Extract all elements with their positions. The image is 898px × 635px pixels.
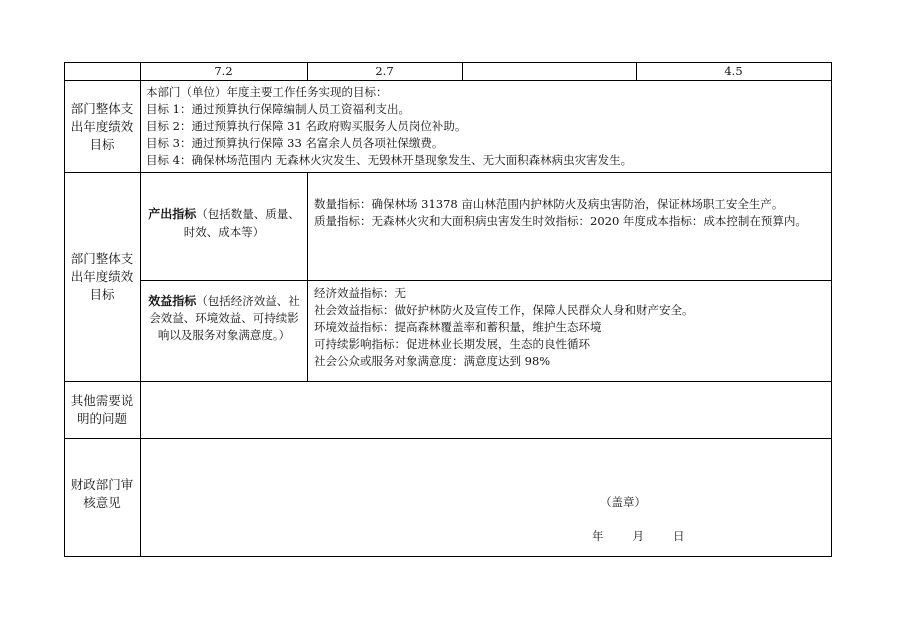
section1-line: 目标 3：通过预算执行保障 33 名富余人员各项社保缴费。 [146, 136, 444, 150]
benefit-line: 社会效益指标：做好护林防火及宣传工作，保障人民群众人身和财产安全。 [314, 303, 694, 317]
section1-line: 目标 4：确保林场范围内 无森林火灾发生、无毁林开垦现象发生、无大面积森林病虫灾害发生。 [146, 153, 633, 167]
hline [64, 172, 832, 173]
benefit-indicator-content [314, 285, 826, 370]
output-indicator-desc: （包括数量、质量、时效、成本等） [183, 207, 300, 239]
seal-text: （盖章） [600, 495, 646, 509]
section3-label: 其他需要说明的问题 [70, 393, 134, 426]
section1-line: 目标 2：通过预算执行保障 31 名政府购买服务人员岗位补助。 [146, 119, 467, 133]
hline [64, 438, 832, 439]
hline [64, 556, 832, 557]
section1-line: 目标 1：通过预算执行保障编制人员工资福利支出。 [146, 102, 410, 116]
vline [831, 62, 832, 557]
benefit-line: 经济效益指标：无 [314, 286, 406, 300]
hline [140, 280, 832, 281]
value-4: 4.5 [724, 64, 743, 78]
benefit-indicator-title: 效益指标 [148, 294, 197, 308]
output-indicator-title: 产出指标 [148, 207, 197, 221]
output-line: 质量指标：无森林火灾和大面积病虫害发生时效指标：2020 年度成本指标：成本控制在预算内。 [314, 214, 807, 228]
vline [140, 62, 141, 557]
benefit-indicator-desc: （包括经济效益、社会效益、环境效益、可持续影响以及服务对象满意度。） [149, 294, 300, 342]
vline [64, 62, 65, 557]
section1-line: 本部门（单位）年度主要工作任务实现的目标： [146, 85, 388, 99]
benefit-indicator-cell [146, 293, 302, 344]
output-line: 数量指标：确保林场 31378 亩山林范围内护林防火及病虫害防治，保证林场职工安全生产。 [314, 197, 784, 211]
benefit-line: 可持续影响指标：促进林业长期发展，生态的良性循环 [314, 337, 590, 351]
section1-label: 部门整体支出年度绩效目标 [70, 101, 134, 152]
benefit-line: 社会公众或服务对象满意度：满意度达到 98% [314, 354, 551, 368]
date-text: 年 月 日 [592, 529, 687, 543]
section1-content [146, 84, 632, 169]
hline [64, 381, 832, 382]
vline [307, 172, 308, 382]
value-2: 2.7 [375, 64, 394, 78]
benefit-line: 环境效益指标：提高森林覆盖率和蓄积量，维护生态环境 [314, 320, 602, 334]
section2-label: 部门整体支出年度绩效目标 [70, 251, 134, 302]
hline [64, 80, 832, 81]
vline [462, 62, 463, 81]
output-indicator-content [314, 196, 826, 230]
section4-label: 财政部门审核意见 [70, 477, 134, 510]
output-indicator-cell [146, 205, 302, 241]
value-1: 7.2 [214, 64, 233, 78]
